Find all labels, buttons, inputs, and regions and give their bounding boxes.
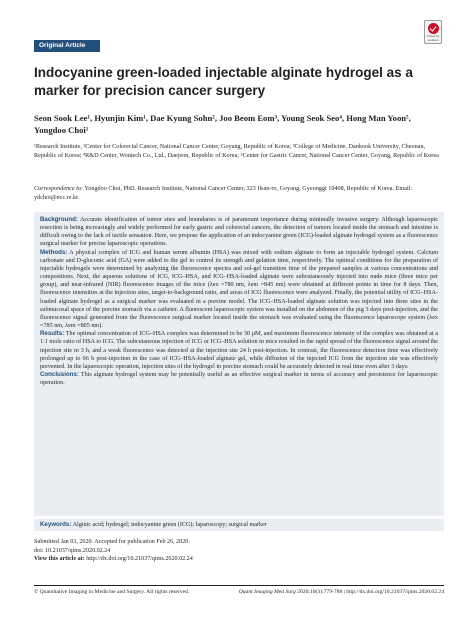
crossmark-label: Check for updates <box>426 34 440 42</box>
crossmark-badge[interactable] <box>424 20 442 44</box>
citation-details: 2020;10(3):779-788 | http://dx.doi.org/10.21037/qims.2020.02.24 <box>295 589 444 595</box>
background-text: Accurate identification of tumor sites and boundaries is of paramount importance during minimally invasive surgery. Although laparoscopic resection is being increasingly and widely performed for early gastric and colorectal cancers, the detection of tumors located inside the stomach and intestine is difficult owing to the lack of tactile sensation. Here, we propose the application of an indocyanine green (ICG)-loaded alginate hydrogel system as a fluorescence surgical marker for precise laparoscopic operations. <box>40 217 438 248</box>
keywords-box <box>34 519 444 531</box>
doi-line: doi: 10.21037/qims.2020.02.24 <box>34 547 111 554</box>
conclusions-text: This alginate hydrogel system may be potentially useful as an effective surgical marker in terms of accuracy and persistence for laparoscopic operation. <box>40 371 438 387</box>
article-type-badge: Original Article <box>34 40 100 52</box>
view-article-line <box>34 555 444 564</box>
correspondence-label: Correspondence to: <box>34 185 84 192</box>
correspondence <box>34 184 444 202</box>
abstract-background <box>40 216 438 249</box>
results-text: The optimal concentration of ICG–HSA complex was determined to be 30 μM, and maximum fluorescence intensity of the complex was obtained at a 1:1 mole ratio of HSA to ICG. The subcutaneous injection of ICG or ICG–HSA solution in mice resulted in the rapid spread of the fluorescence signal around the injection site in 3 h, and a weak fluorescence was detected at the injection site 24 h post-injection. In contrast, the fluorescence detection time was effectively prolonged up to 96 h post-injection in the case of ICG–HSA-loaded alginate gel, while diffusion of the injected ICG from the injection site was effectively prevented. In the laparoscopic operation, injection sites of the hydrogel in porcine stomach could be accurately detected in real time even after 3 days. <box>40 331 438 370</box>
keywords-text: Alginic acid; hydrogel; indocyanine green (ICG); laparoscopy; surgical marker <box>71 522 267 528</box>
methods-heading: Methods: <box>40 248 68 256</box>
journal-name: Quant Imaging Med Surg <box>238 589 296 595</box>
results-heading: Results: <box>40 330 65 338</box>
view-article-label: View this article at: <box>34 556 85 563</box>
affiliations: ¹Research Institute, ²Center for Colorectal Cancer, National Cancer Center, Goyang, Republic of Korea; ³College of Medicine, Dankook University, Cheonan, Republic of Korea; ⁴R&D Center, Wontech Co., Ltd., Daejeon, Republic of Korea; ⁵Center for Gastric Cancer, National Cancer Center, Goyang, Republic of Korea <box>34 143 439 159</box>
journal-citation <box>239 589 444 595</box>
article-title: Indocyanine green-loaded injectable alginate hydrogel as a marker for precision cancer surgery <box>34 65 413 98</box>
publication-info <box>34 538 444 564</box>
abstract-conclusions <box>40 371 438 387</box>
author-list: Seon Sook Lee¹, Hyunjin Kim¹, Dae Kyung Sohn², Joo Beom Eom³, Young Seok Seo⁴, Hong Man Yoon⁵, Yongdoo Choi¹ <box>34 113 411 135</box>
footer-divider <box>34 585 444 586</box>
keywords-heading: Keywords: <box>40 521 72 528</box>
background-heading: Background: <box>40 216 78 223</box>
submission-dates: Submitted Jan 03, 2020. Accepted for publication Feb 26, 2020. <box>34 539 190 545</box>
abstract-results <box>40 330 438 371</box>
copyright-notice: © Quantitative Imaging in Medicine and Surgery. All rights reserved. <box>34 589 190 595</box>
crossmark-icon <box>428 23 439 34</box>
abstract-box <box>34 212 444 516</box>
view-article-link[interactable]: http://dx.doi.org/10.21037/qims.2020.02.24 <box>84 556 193 563</box>
conclusions-heading: Conclusions: <box>40 370 79 378</box>
methods-text: A physical complex of ICG and human serum albumin (HSA) was mixed with sodium alginate to form an injectable hydrogel system. Calcium carbonate and D-gluconic acid (GA) were added to the gel to control its strength and gelation time, respectively. The optimal conditions for the preparation of injectable hydrogels were determined by analyzing the fluorescence spectra and sol-gel transition time of the prepared samples at various concentrations and compositions. Next, the aqueous solutions of ICG, ICG–HSA, and ICG–HSA-loaded alginate were subcutaneously injected into nude mice (three mice per group), and near-infrared (NIR) fluorescence images of the mice (λex =780 nm, λem =845 nm) were obtained at different points in time for 8 days. Then, fluorescence intensities at the injection sites, target-to-background ratio, and areas of ICG fluorescence were analyzed. Finally, the potential utility of ICG–HSA-loaded alginate hydrogel as a surgical marker was evaluated in a porcine model. The ICG–HSA-loaded alginate solution was injected into three sites in the submucosal space of the porcine stomach via a catheter. A fluorescent laparoscopic system was installed on the abdomen of the pig 3 days post-injection, and the fluorescence signal generated from the fluorescence surgical marker located inside the stomach was evaluated using the fluorescence laparoscope system (λex =785 nm, λem =805 nm). <box>40 249 438 330</box>
abstract-methods <box>40 249 438 331</box>
correspondence-text: Yongdoo Choi, PhD. Research Institute, National Cancer Center, 323 Ilsan-ro, Goyang, Gyeonggi 10408, Republic of Korea. Email: ydchoi@ncc.re.kr. <box>34 185 413 201</box>
